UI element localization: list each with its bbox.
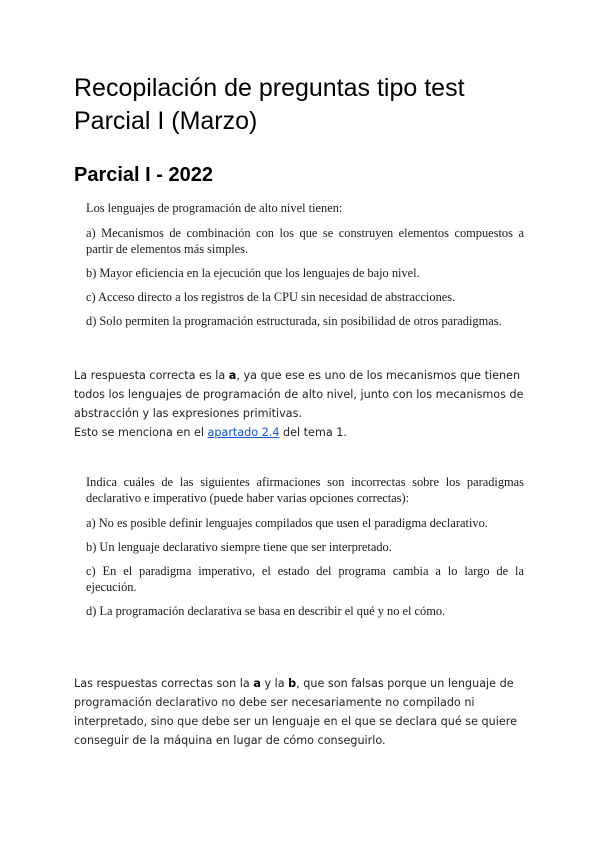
question-1-option-a: a) Mecanismos de combinación con los que se construyen elementos compuestos a partir de elementos más simples. [86,226,524,256]
title-line-2: Parcial I (Marzo) [74,107,258,135]
question-1-option-b: b) Mayor eficiencia en la ejecución que los lenguajes de bajo nivel. [86,266,420,280]
answer-1 [74,366,534,442]
answer-2-paragraph [74,674,534,750]
question-1-stem: Los lenguajes de programación de alto nivel tienen: [86,201,343,215]
answer-1-bold-a: a [228,369,237,382]
title-line-1: Recopilación de preguntas tipo test [74,74,465,102]
answer-1-reference [74,423,534,442]
answer-2-bold-a: a [253,677,261,690]
document-title [74,72,544,138]
answer-2-text-post: , que son falsas porque un lenguaje de programación declarativo no debe ser necesariamente no compilado ni interpretado, sino que debe ser un lenguaje en el que se declara qué se quiere conseguir de la máquina en lugar de cómo conseguirlo. [74,677,517,747]
question-2-option-b: b) Un lenguaje declarativo siempre tiene que ser interpretado. [86,540,392,554]
answer-1-ref-pre: Esto se menciona en el [74,426,208,439]
answer-2-bold-b: b [288,677,297,690]
answer-2-text-pre: Las respuestas correctas son la [74,677,254,690]
question-1-option-d: d) Solo permiten la programación estructurada, sin posibilidad de otros paradigmas. [86,314,502,328]
question-1-option-c: c) Acceso directo a los registros de la CPU sin necesidad de abstracciones. [86,290,456,304]
apartado-link[interactable]: apartado 2.4 [207,426,280,439]
answer-1-ref-post: del tema 1. [279,426,347,439]
question-2-stem: Indica cuáles de las siguientes afirmaciones son incorrectas sobre los paradigmas declarativo e imperativo (puede haber varias opciones correctas): [86,475,524,505]
question-2-option-d: d) La programación declarativa se basa en describir el qué y no el cómo. [86,604,446,618]
answer-1-text-post: , ya que ese es uno de los mecanismos que tienen todos los lenguajes de programación de alto nivel, junto con los mecanismos de abstracción y las expresiones primitivas. [74,369,524,420]
answer-2 [74,674,534,750]
section-heading: Parcial I - 2022 [74,164,213,186]
question-2-option-c: c) En el paradigma imperativo, el estado del programa cambia a lo largo de la ejecución. [86,564,524,594]
answer-1-text-pre: La respuesta correcta es la [74,369,229,382]
question-2-option-a: a) No es posible definir lenguajes compilados que usen el paradigma declarativo. [86,516,488,530]
answer-1-paragraph [74,366,534,423]
question-2-scan [86,474,524,627]
question-1-scan [86,200,524,337]
answer-2-text-mid: y la [260,677,289,690]
